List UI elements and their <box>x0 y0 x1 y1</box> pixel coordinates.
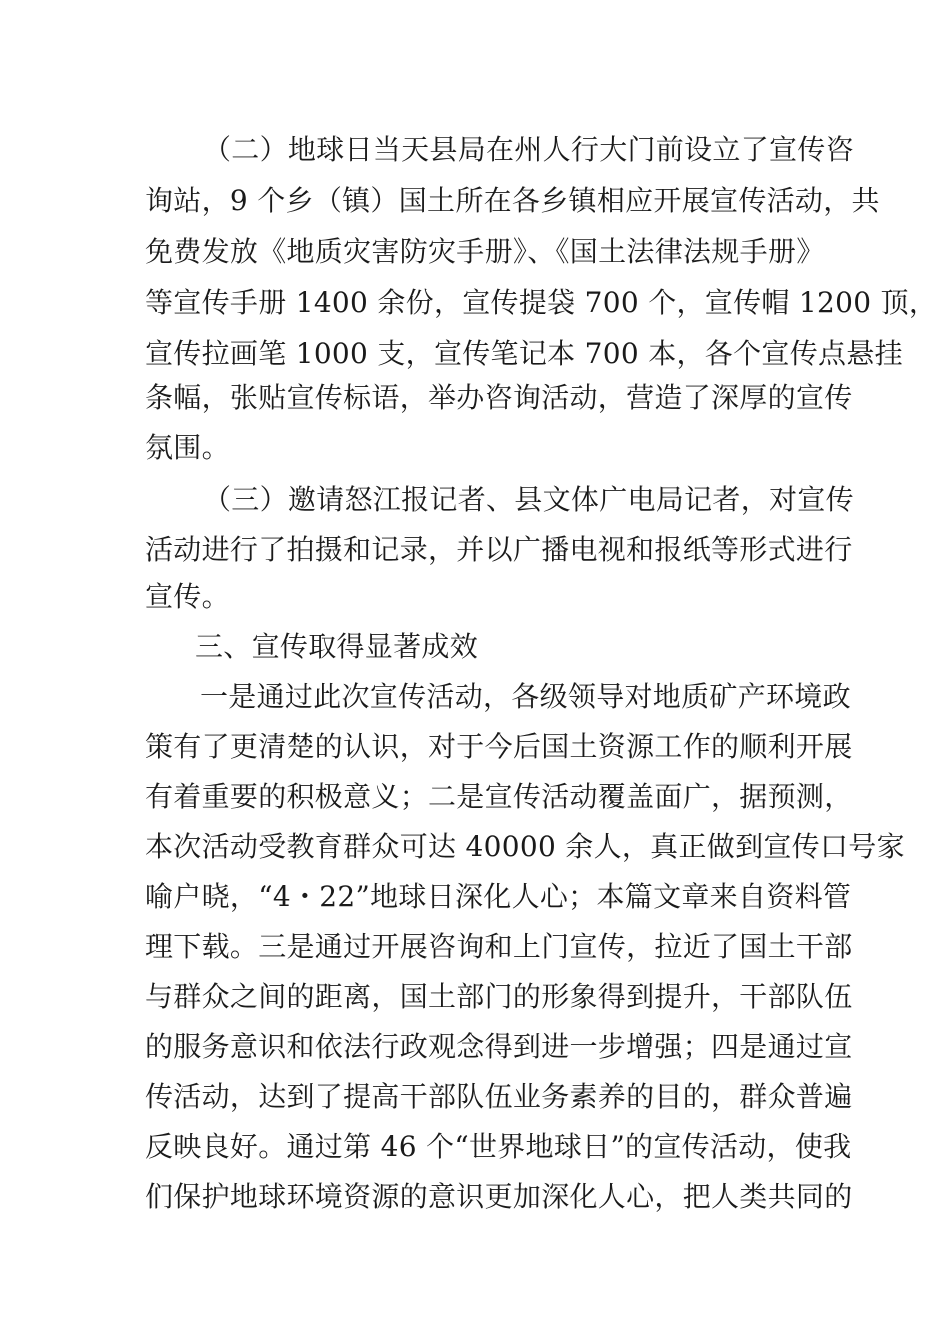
text-line: 条幅，张贴宣传标语，举办咨询活动，营造了深厚的宣传 <box>145 381 853 414</box>
text-line: 喻户晓，“4・22”地球日深化人心；本篇文章来自资料管 <box>145 880 852 913</box>
text-line: 与群众之间的距离，国土部门的形象得到提升，干部队伍 <box>145 980 853 1013</box>
text-line: 免费发放《地质灾害防灾手册》、《国土法律法规手册》 <box>145 235 825 268</box>
text-line: 一是通过此次宣传活动，各级领导对地质矿产环境政 <box>200 680 851 713</box>
text-line: 询站，9 个乡（镇）国土所在各乡镇相应开展宣传活动，共 <box>145 184 880 217</box>
text-line: 宣传。 <box>145 580 230 613</box>
text-line: 反映良好。通过第 46 个“世界地球日”的宣传活动，使我 <box>145 1130 852 1163</box>
text-line: 本次活动受教育群众可达 40000 余人，真正做到宣传口号家 <box>145 830 905 863</box>
text-line: 理下载。三是通过开展咨询和上门宣传，拉近了国土干部 <box>145 930 853 963</box>
text-line: 活动进行了拍摄和记录，并以广播电视和报纸等形式进行 <box>145 533 853 566</box>
text-line: 们保护地球环境资源的意识更加深化人心，把人类共同的 <box>145 1180 853 1213</box>
text-line: 宣传拉画笔 1000 支，宣传笔记本 700 本，各个宣传点悬挂 <box>145 337 903 370</box>
text-line: 等宣传手册 1400 余份，宣传提袋 700 个，宣传帽 1200 顶， <box>145 286 938 319</box>
text-line: （三）邀请怒江报记者、县文体广电局记者，对宣传 <box>203 483 854 516</box>
text-line: 传活动，达到了提高干部队伍业务素养的目的，群众普遍 <box>145 1080 853 1113</box>
text-line: 有着重要的积极意义；二是宣传活动覆盖面广，据预测， <box>145 780 853 813</box>
text-line: 的服务意识和依法行政观念得到进一步增强；四是通过宣 <box>145 1030 853 1063</box>
text-line: 氛围。 <box>145 431 230 464</box>
text-line: （二）地球日当天县局在州人行大门前设立了宣传咨 <box>203 133 854 166</box>
section-heading: 三、宣传取得显著成效 <box>195 630 479 663</box>
text-line: 策有了更清楚的认识，对于今后国土资源工作的顺利开展 <box>145 730 853 763</box>
